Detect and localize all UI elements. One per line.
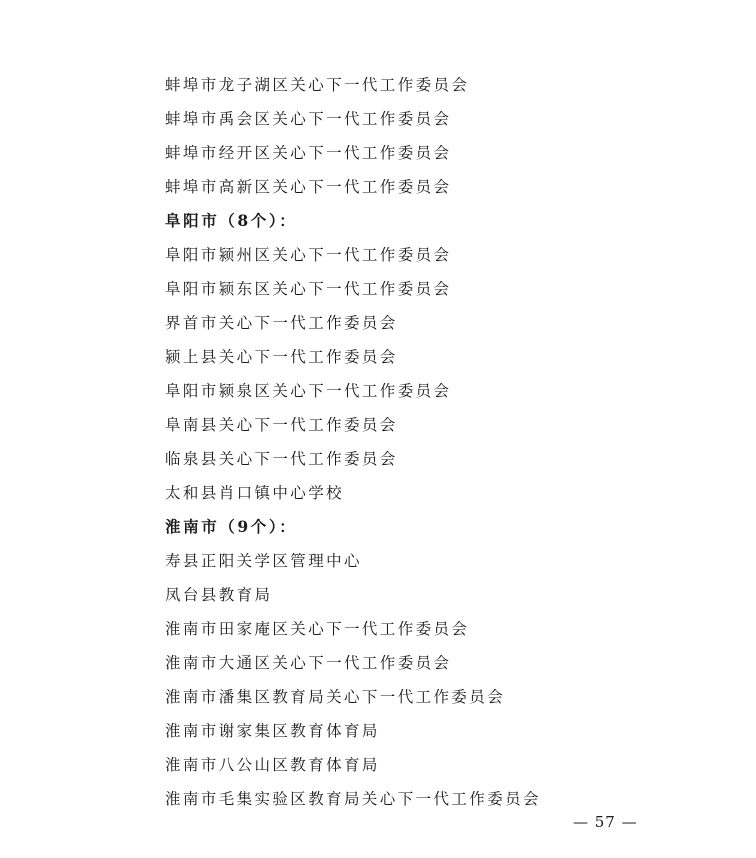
organization-list xyxy=(165,68,541,816)
list-item: 凤台县教育局 xyxy=(165,586,273,604)
section-heading: 阜阳市（8个）： xyxy=(165,211,298,230)
list-item: 蚌埠市禹会区关心下一代工作委员会 xyxy=(165,110,452,128)
page-number: — 57 — xyxy=(573,813,638,831)
list-item: 阜阳市颍泉区关心下一代工作委员会 xyxy=(165,382,452,400)
list-item: 太和县肖口镇中心学校 xyxy=(165,484,345,502)
list-item: 寿县正阳关学区管理中心 xyxy=(165,552,362,570)
list-item: 界首市关心下一代工作委员会 xyxy=(165,314,398,332)
list-item: 淮南市毛集实验区教育局关心下一代工作委员会 xyxy=(165,790,541,808)
list-item: 蚌埠市经开区关心下一代工作委员会 xyxy=(165,144,452,162)
list-item: 阜阳市颍州区关心下一代工作委员会 xyxy=(165,246,452,264)
list-item: 颍上县关心下一代工作委员会 xyxy=(165,348,398,366)
list-item: 蚌埠市高新区关心下一代工作委员会 xyxy=(165,178,452,196)
list-item: 淮南市田家庵区关心下一代工作委员会 xyxy=(165,620,470,638)
section-heading: 淮南市（9个）： xyxy=(165,517,298,536)
list-item: 淮南市谢家集区教育体育局 xyxy=(165,722,380,740)
list-item: 阜阳市颍东区关心下一代工作委员会 xyxy=(165,280,452,298)
list-item: 淮南市大通区关心下一代工作委员会 xyxy=(165,654,452,672)
list-item: 淮南市八公山区教育体育局 xyxy=(165,756,380,774)
list-item: 蚌埠市龙子湖区关心下一代工作委员会 xyxy=(165,76,470,94)
list-item: 临泉县关心下一代工作委员会 xyxy=(165,450,398,468)
list-item: 阜南县关心下一代工作委员会 xyxy=(165,416,398,434)
list-item: 淮南市潘集区教育局关心下一代工作委员会 xyxy=(165,688,506,706)
